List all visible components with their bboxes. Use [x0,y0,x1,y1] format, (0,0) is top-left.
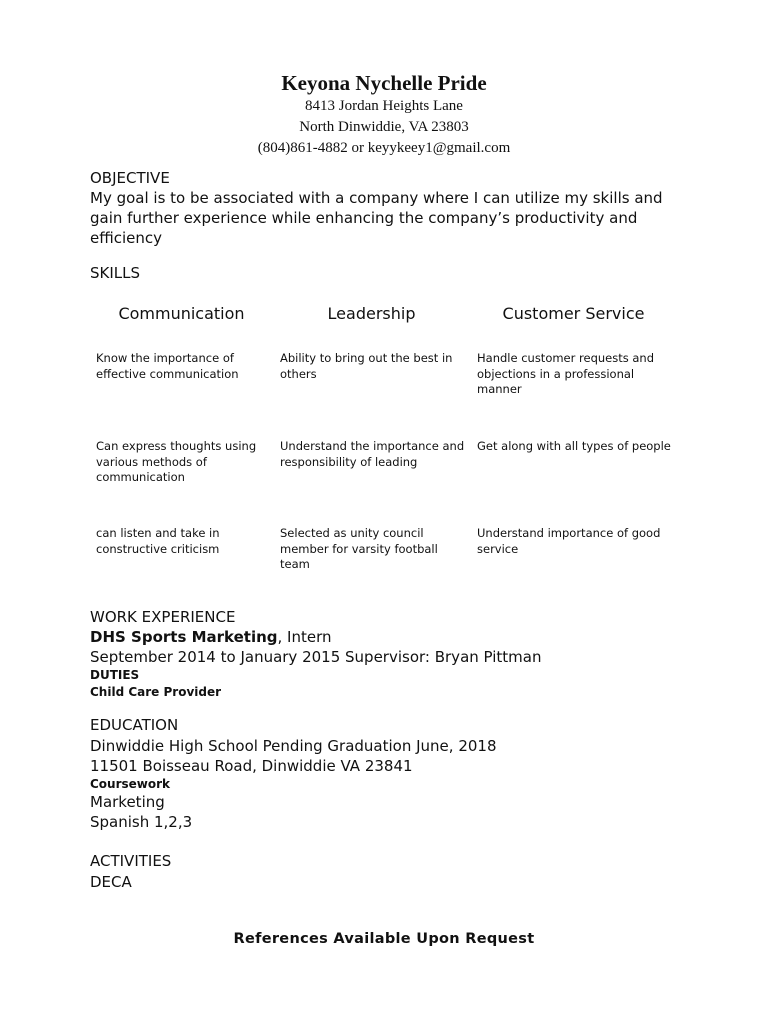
duty-item: Child Care Provider [90,685,222,699]
school-line: Dinwiddie High School Pending Graduation June, 2018 [90,737,497,755]
course-item: Marketing [90,793,165,811]
skills-cell: Know the importance of effective communication [96,351,239,381]
skills-column-header: Customer Service [502,304,645,323]
address-line-2: North Dinwiddie, VA 23803 [299,119,469,135]
course-item: Spanish 1,2,3 [90,813,193,831]
activities-heading: ACTIVITIES [90,852,172,870]
company-name: DHS Sports Marketing [90,628,278,646]
job-dates: September 2014 to January 2015 Supervisor: Bryan Pittman [90,648,542,666]
education-heading: EDUCATION [90,716,179,734]
objective-heading: OBJECTIVE [90,169,170,187]
activity-item: DECA [90,873,132,891]
skills-column-header: Communication [118,304,245,323]
skills-cell: Selected as unity council member for varsity football team [280,526,438,571]
skills-cell: Understand the importance and responsibility of leading [280,439,465,469]
skills-cell: can listen and take in constructive criticism [96,526,220,556]
references-note: References Available Upon Request [233,931,535,947]
skills-column-header: Leadership [327,304,416,323]
resume-header [0,70,768,159]
applicant-name: Keyona Nychelle Pride [281,71,487,95]
skills-cell: Get along with all types of people [477,439,671,453]
contact-line: (804)861-4882 or keyykeey1@gmail.com [257,140,511,156]
duties-label: DUTIES [90,668,140,682]
address-line-1: 8413 Jordan Heights Lane [305,98,463,114]
work-experience-heading: WORK EXPERIENCE [90,608,236,626]
skills-heading: SKILLS [90,264,141,282]
job-title-line [90,627,332,647]
skills-cell: Understand importance of good service [477,526,661,556]
job-role: , Intern [277,628,332,646]
skills-cell: Handle customer requests and objections in a professional manner [477,351,655,396]
coursework-label: Coursework [90,777,171,791]
school-address: 11501 Boisseau Road, Dinwiddie VA 23841 [90,757,413,775]
skills-cell: Ability to bring out the best in others [280,351,453,381]
skills-cell: Can express thoughts using various methods of communication [96,439,257,484]
objective-text: My goal is to be associated with a company where I can utilize my skills and gain further experience while enhancing the company’s productivity and efficiency [90,189,663,247]
